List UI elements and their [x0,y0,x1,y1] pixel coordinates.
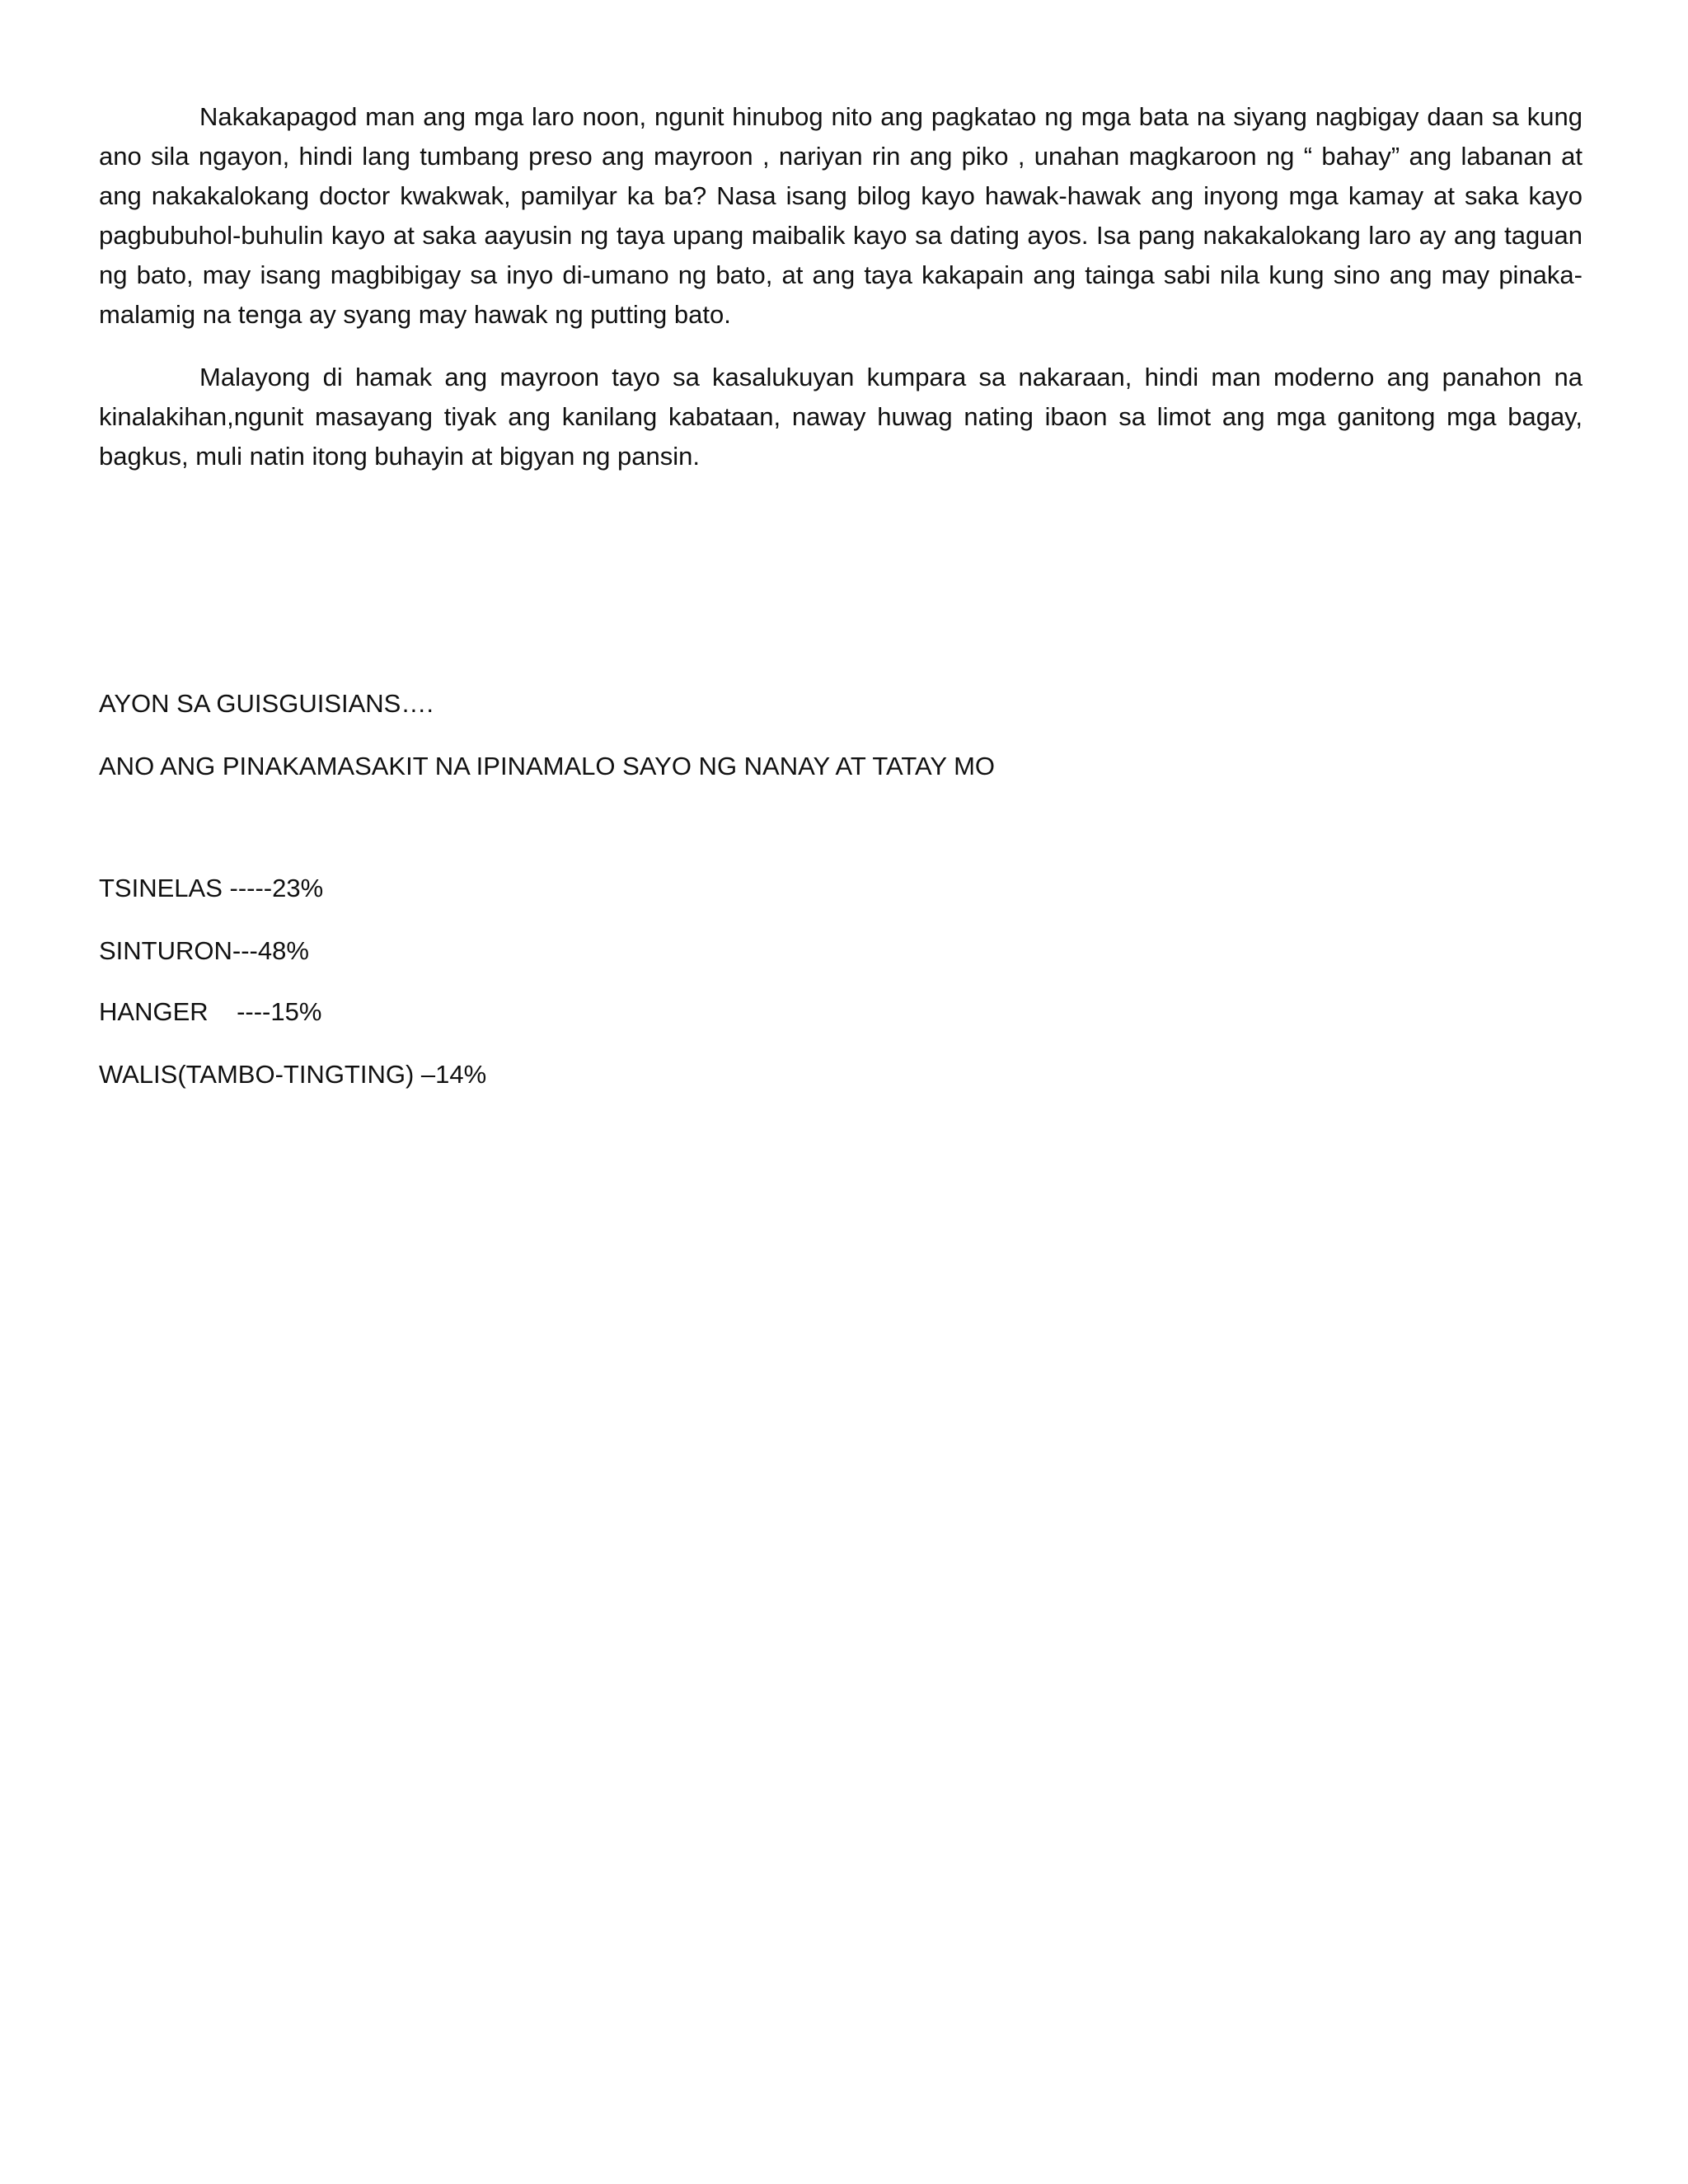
paragraph-2: Malayong di hamak ang mayroon tayo sa kasalukuyan kumpara sa nakaraan, hindi man moderno ang panahon na kinalakihan,ngunit masayang tiyak ang kanilang kabataan, naway huwag nating ibaon sa limot ang mga ganitong mga bagay, bagkus, muli natin itong buhayin at bigyan ng pansin. [99,363,1582,471]
survey-result-sinturon: SINTURON---48% [99,936,309,965]
survey-question: ANO ANG PINAKAMASAKIT NA IPINAMALO SAYO NG NANAY AT TATAY MO [99,752,996,780]
survey-result-tsinelas: TSINELAS -----23% [99,874,324,902]
survey-heading: AYON SA GUISGUISIANS…. [99,689,434,718]
survey-result-hanger: HANGER ----15% [99,997,322,1026]
paragraph-1: Nakakapagod man ang mga laro noon, ngunit hinubog nito ang pagkatao ng mga bata na siyang nagbigay daan sa kung ano sila ngayon, hindi lang tumbang preso ang mayroon , nariyan rin ang piko , unahan magkaroon ng “ bahay” ang labanan at ang nakakalokang doctor kwakwak, pamilyar ka ba? Nasa isang bilog kayo hawak-hawak ang inyong mga kamay at saka kayo pagbubuhol-buhulin kayo at saka aayusin ng taya upang maibalik kayo sa dating ayos. Isa pang nakakalokang laro ay ang taguan ng bato, may isang magbibigay sa inyo di-umano ng bato, at ang taya kakapain ang tainga sabi nila kung sino ang may pinaka-malamig na tenga ay syang may hawak ng putting bato. [99,102,1582,329]
survey-result-walis: WALIS(TAMBO-TINGTING) –14% [99,1060,487,1089]
